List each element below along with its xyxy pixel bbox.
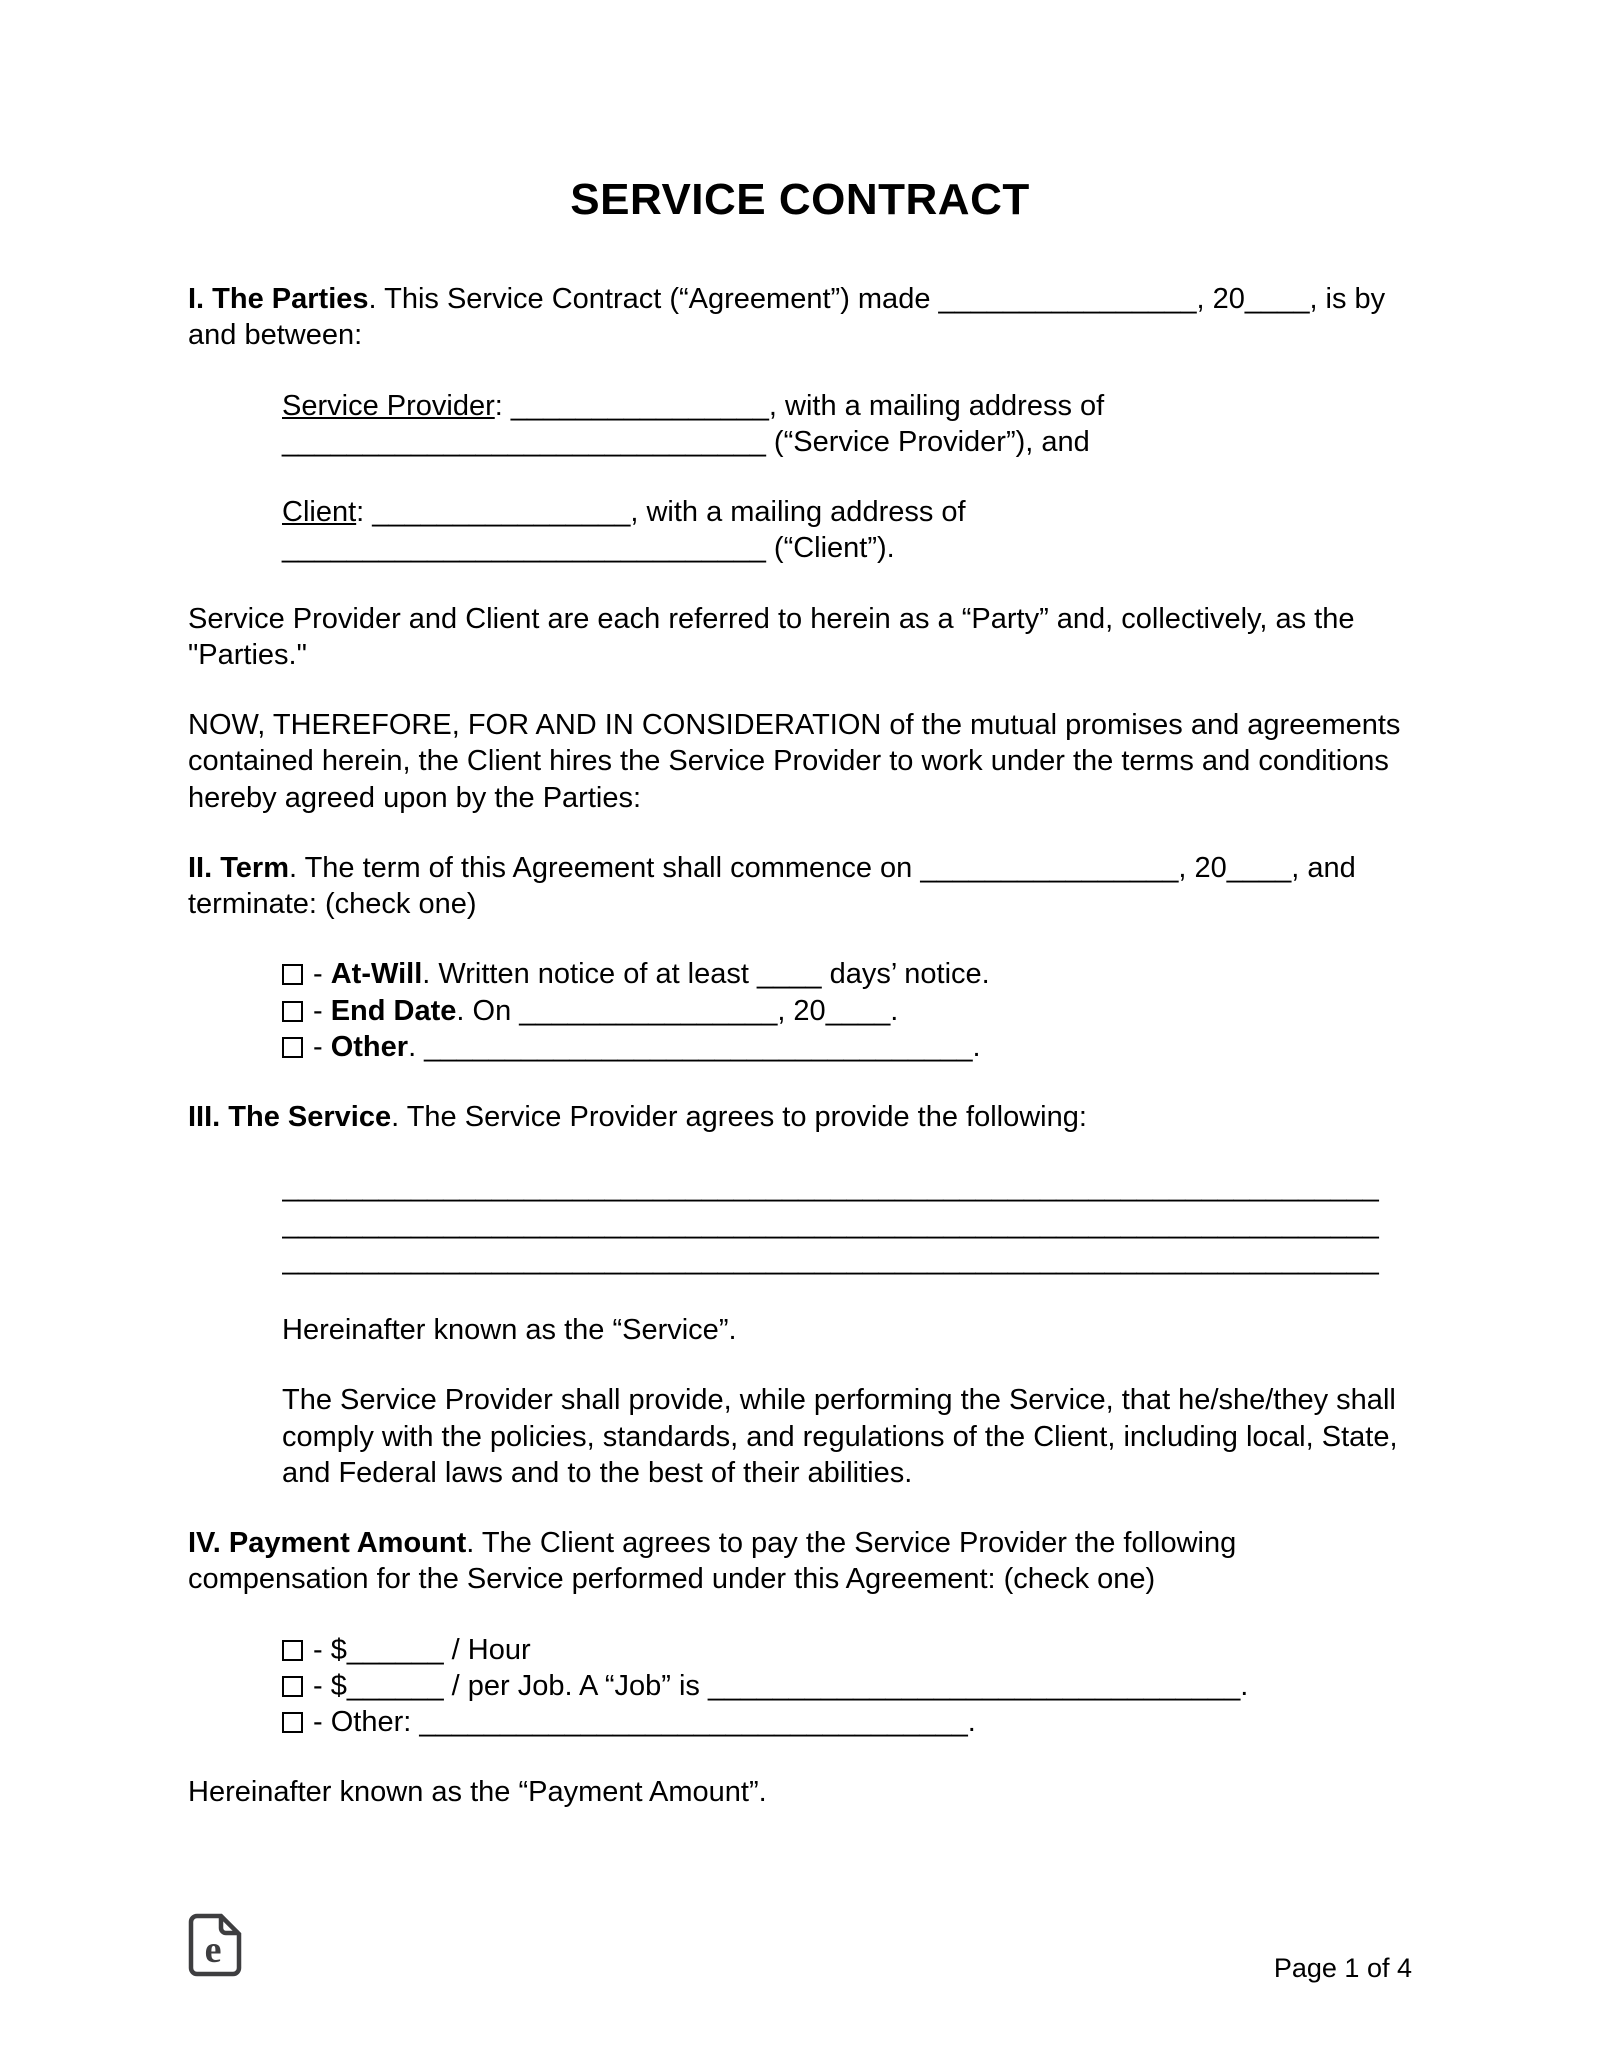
service-compliance-paragraph: The Service Provider shall provide, while performing the Service, that he/she/they shall comply with the policies, standards, and regulations of the Client, including local, State, and Federal laws and to the best of their abilities. <box>282 1384 1398 1489</box>
payment-option-other <box>282 1704 1412 1740</box>
client-text: : ________________, with a mailing address of ______________________________ (“Client”). <box>282 496 966 565</box>
service-provider-line <box>282 388 1412 461</box>
checkbox-icon[interactable] <box>282 1712 303 1733</box>
service-description-blanks <box>282 1169 1412 1278</box>
payment-section-heading: IV. Payment Amount <box>188 1527 467 1559</box>
service-provider-text: : ________________, with a mailing address of ______________________________ (“Service Provider”), and <box>282 389 1105 458</box>
service-section-heading: III. The Service <box>188 1101 392 1133</box>
term-options <box>188 956 1412 1065</box>
parties-intro-text: . This Service Contract (“Agreement”) made ________________, 20____, is by and between: <box>188 283 1386 352</box>
blank-line: ____________________________________________________________________ <box>282 1207 1379 1240</box>
blank-line: ____________________________________________________________________ <box>282 1243 1379 1276</box>
option-text: . __________________________________. <box>408 1030 981 1063</box>
document-title: SERVICE CONTRACT <box>570 175 1030 224</box>
service-intro-paragraph <box>188 1099 1412 1135</box>
option-text: . On ________________, 20____. <box>456 994 899 1027</box>
option-text: - Other: __________________________________. <box>313 1706 976 1738</box>
checkbox-icon[interactable] <box>282 1037 303 1058</box>
option-text: . Written notice of at least ____ days’ notice. <box>422 958 990 991</box>
option-text: - $______ / per Job. A “Job” is _________________________________. <box>313 1669 1249 1702</box>
term-intro-text: . The term of this Agreement shall commence on ________________, 20____, and terminate: (check one) <box>188 851 1356 920</box>
client-line <box>282 494 1412 567</box>
option-prefix: - <box>313 994 331 1027</box>
service-hereinafter-text: Hereinafter known as the “Service”. <box>282 1314 737 1346</box>
option-label: End Date <box>330 994 457 1027</box>
term-option-at-will <box>282 956 1412 992</box>
page-number: Page 1 of 4 <box>1273 1953 1412 1984</box>
payment-option-hourly <box>282 1632 1412 1668</box>
service-intro-text: . The Service Provider agrees to provide the following: <box>391 1101 1087 1133</box>
payment-option-per-job <box>282 1668 1412 1704</box>
option-text: - $______ / Hour <box>313 1633 531 1666</box>
option-prefix: - <box>313 958 331 991</box>
term-option-end-date <box>282 993 1412 1029</box>
term-option-other <box>282 1029 1412 1065</box>
logo-letter: e <box>204 1928 222 1971</box>
parties-section-heading: I. The Parties <box>188 283 369 315</box>
blank-line: ____________________________________________________________________ <box>282 1171 1379 1204</box>
parties-reference-paragraph: Service Provider and Client are each referred to herein as a “Party” and, collectively, as the "Parties." <box>188 602 1355 671</box>
term-intro-paragraph <box>188 850 1412 923</box>
payment-intro-paragraph <box>188 1525 1412 1598</box>
option-prefix: - <box>313 1030 331 1063</box>
checkbox-icon[interactable] <box>282 1001 303 1022</box>
payment-hereinafter-text: Hereinafter known as the “Payment Amount”. <box>188 1776 767 1809</box>
option-label: At-Will <box>330 958 423 991</box>
client-label: Client <box>282 496 357 528</box>
page-footer <box>188 1913 1412 1986</box>
checkbox-icon[interactable] <box>282 964 303 985</box>
parties-intro-paragraph <box>188 281 1412 354</box>
eforms-logo-icon <box>188 1913 242 1986</box>
service-provider-label: Service Provider <box>282 389 495 422</box>
checkbox-icon[interactable] <box>282 1676 303 1697</box>
payment-options <box>188 1632 1412 1741</box>
checkbox-icon[interactable] <box>282 1640 303 1661</box>
term-section-heading: II. Term <box>188 851 289 884</box>
payment-intro-text: . The Client agrees to pay the Service Provider the following compensation for the Service performed under this Agreement: (check one) <box>188 1527 1237 1596</box>
consideration-paragraph: NOW, THEREFORE, FOR AND IN CONSIDERATION of the mutual promises and agreements contained herein, the Client hires the Service Provider to work under the terms and conditions hereby agreed upon by the Parties: <box>188 709 1401 814</box>
option-label: Other <box>330 1030 409 1063</box>
